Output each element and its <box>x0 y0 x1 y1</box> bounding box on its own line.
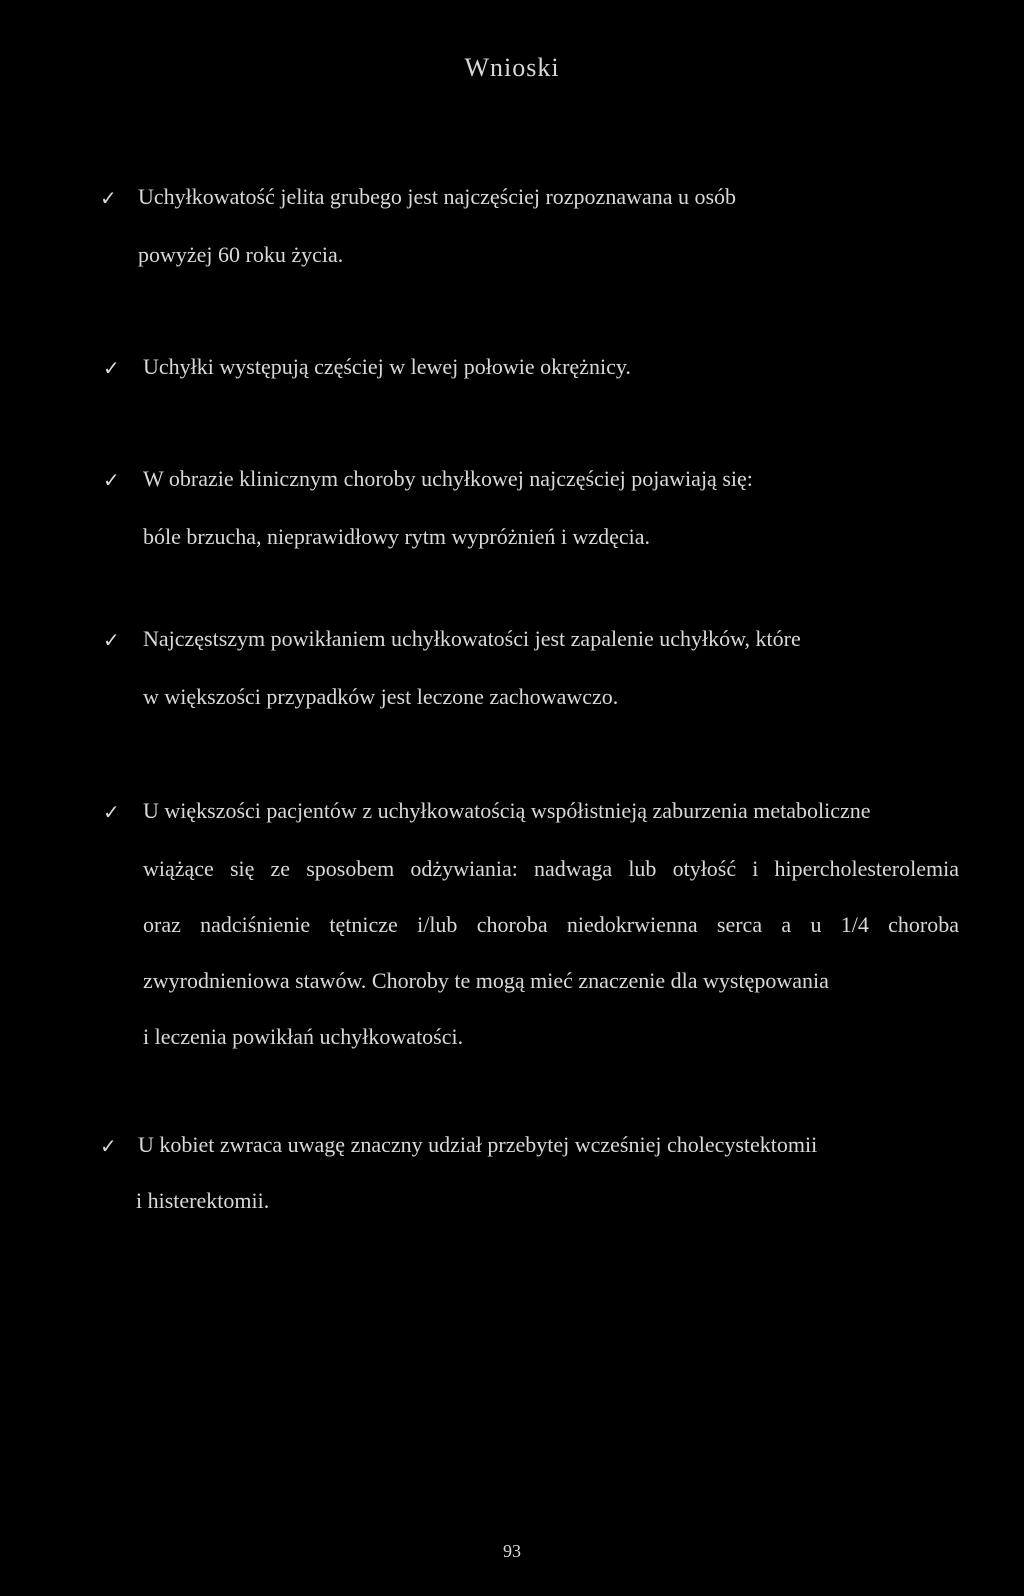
conclusion-line: w większości przypadków jest leczone zachowawczo. <box>143 684 619 709</box>
checkmark-icon: ✓ <box>103 468 120 492</box>
conclusion-line: zwyrodnieniowa stawów. Choroby te mogą mieć znaczenie dla występowania <box>143 968 829 993</box>
page-number: 93 <box>503 1541 521 1561</box>
conclusion-line: Uchyłki występują częściej w lewej połowie okrężnicy. <box>143 354 631 379</box>
conclusion-line: W obrazie klinicznym choroby uchyłkowej najczęściej pojawiają się: <box>143 466 753 491</box>
checkmark-icon: ✓ <box>100 1134 117 1158</box>
checkmark-icon: ✓ <box>100 186 117 210</box>
conclusion-line: U większości pacjentów z uchyłkowatością współistnieją zaburzenia metaboliczne <box>143 798 871 823</box>
conclusion-line: wiążące się ze sposobem odżywiania: nadwaga lub otyłość i hipercholesterolemia <box>143 856 959 881</box>
conclusion-line: oraz nadciśnienie tętnicze i/lub choroba niedokrwienna serca a u 1/4 choroba <box>143 912 959 937</box>
conclusion-line: Uchyłkowatość jelita grubego jest najczęściej rozpoznawana u osób <box>138 184 737 209</box>
checkmark-icon: ✓ <box>103 628 120 652</box>
conclusion-line: i histerektomii. <box>136 1188 270 1213</box>
conclusion-line: bóle brzucha, nieprawidłowy rytm wypróżnień i wzdęcia. <box>143 524 651 549</box>
conclusion-line: powyżej 60 roku życia. <box>138 242 344 267</box>
conclusion-line: Najczęstszym powikłaniem uchyłkowatości jest zapalenie uchyłków, które <box>143 626 801 651</box>
page-title: Wnioski <box>464 53 560 82</box>
checkmark-icon: ✓ <box>103 800 120 824</box>
conclusion-line: i leczenia powikłań uchyłkowatości. <box>143 1024 464 1049</box>
conclusion-line: U kobiet zwraca uwagę znaczny udział przebytej wcześniej cholecystektomii <box>138 1132 818 1157</box>
checkmark-icon: ✓ <box>103 356 120 380</box>
